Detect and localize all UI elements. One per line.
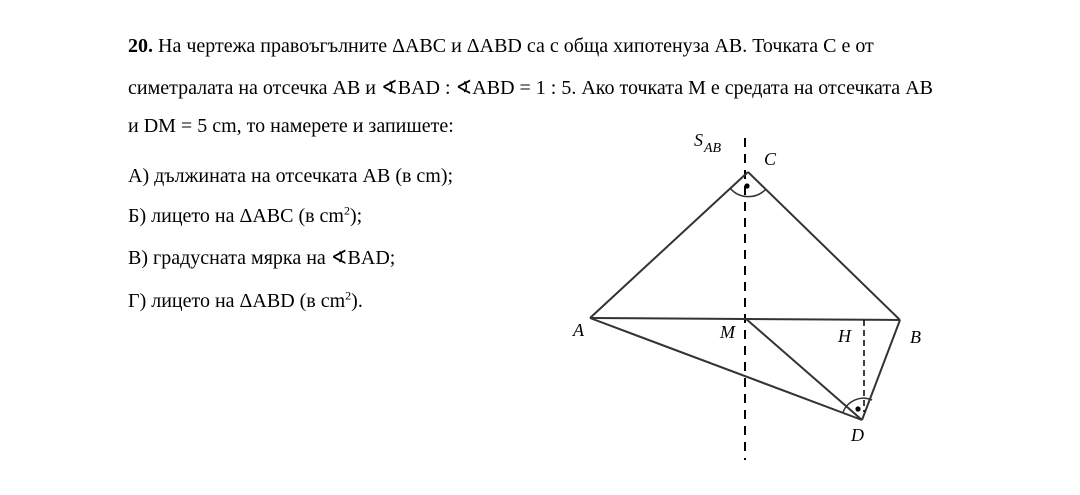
question-v: В) градусната мярка на ∢BAD; [128, 247, 396, 269]
right-angle-dot-D [855, 406, 860, 411]
question-g-text: Г) лицето на ΔABD (в cm [128, 290, 346, 312]
superscript-2-g: 2 [345, 288, 352, 303]
label-M: M [720, 322, 735, 342]
label-C: C [764, 149, 777, 169]
segment-BD [862, 320, 900, 420]
superscript-2: 2 [344, 203, 350, 218]
right-angle-C [730, 188, 766, 197]
label-D: D [851, 425, 864, 445]
question-b-text: Б) лицето на ΔABC (в cm [128, 205, 344, 227]
segment-AC [590, 172, 748, 318]
label-S: S [694, 130, 703, 150]
label-S-sub: AB [704, 141, 722, 156]
label-A: A [573, 320, 584, 340]
label-H: H [838, 326, 851, 346]
right-angle-dot-C [744, 183, 749, 188]
problem-number: 20. [128, 35, 153, 57]
question-a: А) дължината на отсечката AB (в cm); [128, 165, 454, 187]
question-g-end: ). [351, 290, 363, 312]
label-B: B [910, 327, 921, 347]
problem-line-2: симетралата на отсечка AB и ∢BAD : ∢ABD = 1 : 5. Ако точката M е средата на отсечката AB [128, 77, 933, 99]
problem-line-3: и DM = 5 cm, то намерете и запишете: [128, 115, 454, 137]
segment-CB [748, 172, 900, 320]
problem-text-1: На чертежа правоъгълните ΔABC и ΔABD са с обща хипотенуза AB. Точката C е от [158, 35, 874, 57]
question-b-end: ); [350, 205, 363, 227]
